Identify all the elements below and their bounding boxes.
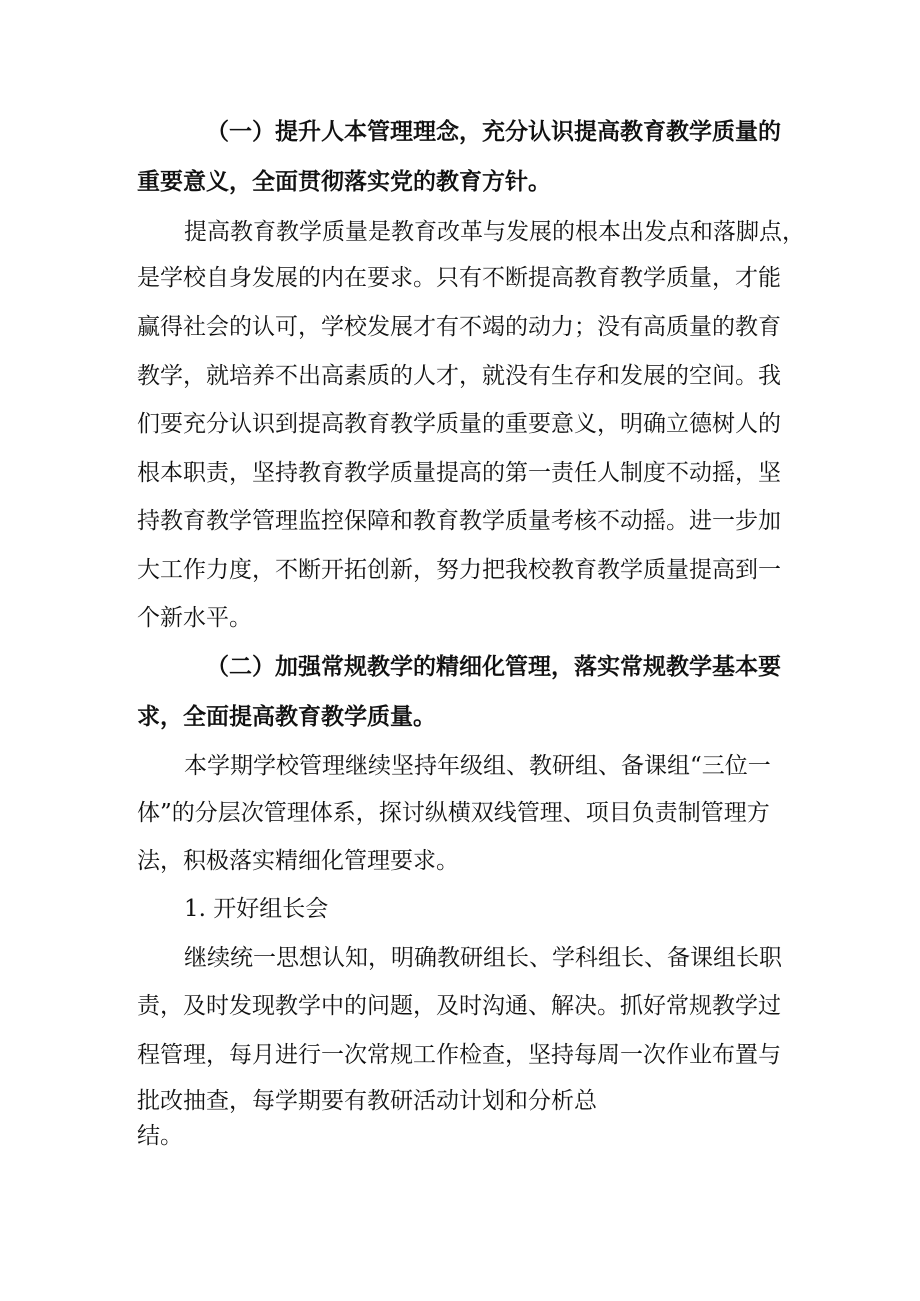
subsection-body-line-1: 继续统一思想认知，明确教研组长、学科组长、备课组长职 <box>184 945 782 971</box>
section2-body-line-1: 本学期学校管理继续坚持年级组、教研组、备课组“三位一 <box>184 753 771 779</box>
subsection-body-line-3: 程管理，每月进行一次常规工作检查，坚持每周一次作业布置与 <box>137 1042 781 1068</box>
section1-body-line-3: 赢得社会的认可，学校发展才有不竭的动力；没有高质量的教育 <box>137 314 781 340</box>
section1-heading-line-1: （一）提升人本管理理念，充分认识提高教育教学质量的 <box>206 118 781 145</box>
section1-body-line-4: 教学，就培养不出高素质的人才，就没有生存和发展的空间。我 <box>137 363 781 389</box>
section2-heading-line-1: （二）加强常规教学的精细化管理，落实常规教学基本要 <box>206 653 781 680</box>
section2-body-line-2: 体”的分层次管理体系，探讨纵横双线管理、项目负责制管理方 <box>137 800 770 826</box>
section1-body-line-8: 大工作力度，不断开拓创新，努力把我校教育教学质量提高到一 <box>137 557 781 583</box>
section1-body-line-1: 提高教育教学质量是教育改革与发展的根本出发点和落脚点， <box>184 219 805 245</box>
section1-body-line-7: 持教育教学管理监控保障和教育教学质量考核不动摇。进一步加 <box>137 508 781 534</box>
subsection-body-line-4: 批改抽查，每学期要有教研活动计划和分析总 <box>137 1088 597 1114</box>
subsection-body-line-2: 责，及时发现教学中的问题，及时沟通、解决。抓好常规教学过 <box>137 993 781 1019</box>
section1-body-line-5: 们要充分认识到提高教育教学质量的重要意义，明确立德树人的 <box>137 411 781 437</box>
section2-body-line-3: 法，积极落实精细化管理要求。 <box>137 848 459 874</box>
subsection-heading: 1. 开好组长会 <box>184 896 329 922</box>
section2-heading-line-2: 求，全面提高教育教学质量。 <box>137 703 436 730</box>
section1-body-line-2: 是学校自身发展的内在要求。只有不断提高教育教学质量，才能 <box>137 265 781 291</box>
section1-body-line-9: 个新水平。 <box>137 605 252 631</box>
section1-body-line-6: 根本职责，坚持教育教学质量提高的第一责任人制度不动摇，坚 <box>137 460 781 486</box>
section1-heading-line-2: 重要意义，全面贯彻落实党的教育方针。 <box>137 168 551 195</box>
subsection-body-line-5: 结。 <box>137 1123 183 1149</box>
